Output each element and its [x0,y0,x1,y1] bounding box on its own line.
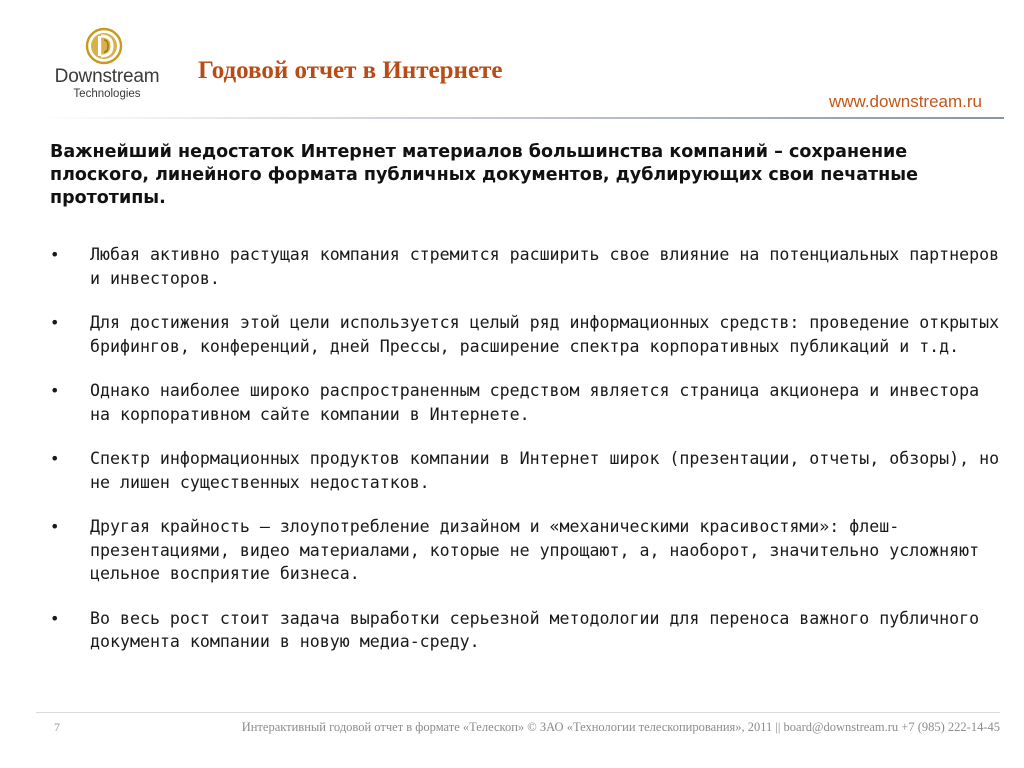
footer-credits: Интерактивный годовой отчет в формате «Телескоп» © ЗАО «Технологии телескопирования», 2011 || board@downstream.ru +7 (985) 222-14-45 [241,720,1000,734]
bullet-text: Другая крайность – злоупотребление дизайном и «механическими красивостями»: флеш-презентациями, видео материалами, которые не упрощают, а, наоборот, значительно усложняют цельное восприятие бизнеса. [90,517,980,583]
bullet-dot-icon: • [50,449,60,468]
bullet-text: Спектр информационных продуктов компании в Интернет широк (презентации, отчеты, обзоры), но не лишен существенных недостатков. [90,449,1000,492]
page-footer [36,712,1000,749]
bullet-dot-icon: • [50,313,60,332]
bullet-dot-icon: • [50,517,60,536]
bullet-dot-icon: • [50,608,60,628]
bullet-text: Для достижения этой цели используется целый ряд информационных средств: проведение открытых брифингов, конференций, дней Прессы, расширение спектра корпоративных публикаций и т.д. [90,313,1000,356]
bullet-item [50,447,1000,494]
bullet-text: Во весь рост стоит задача выработки серьезной методологии для переноса важного публичного документа компании в новую медиа-среду. [90,608,980,651]
bullet-item [50,243,1000,290]
lead-statement: Важнейший недостаток Интернет материалов большинства компаний – сохранение плоского, линейного формата публичных документов, дублирующих свои печатные прототипы. [50,142,918,208]
page-number: 7 [54,720,60,734]
header-divider [36,117,1004,119]
logo-subtitle: Technologies [73,88,141,100]
bullet-dot-icon: • [50,245,60,264]
bullet-text: Любая активно растущая компания стремится расширить свое влияние на потенциальных партнеров и инвесторов. [90,245,1000,288]
bullet-item [50,607,1000,654]
bullet-item [50,379,1000,426]
bullet-item [50,311,1000,358]
logo-name: Downstream [54,66,160,87]
company-logo [42,26,172,116]
website-link[interactable]: www.downstream.ru [828,92,982,111]
downstream-emblem-icon [84,26,124,66]
bullet-item [50,515,1000,586]
bullet-text: Однако наиболее широко распространенным средством является страница акционера и инвестора на корпоративном сайте компании в Интернете. [90,381,980,424]
bullet-list [50,243,1000,675]
bullet-dot-icon: • [50,381,60,400]
page-title: Годовой отчет в Интернете [198,57,503,84]
